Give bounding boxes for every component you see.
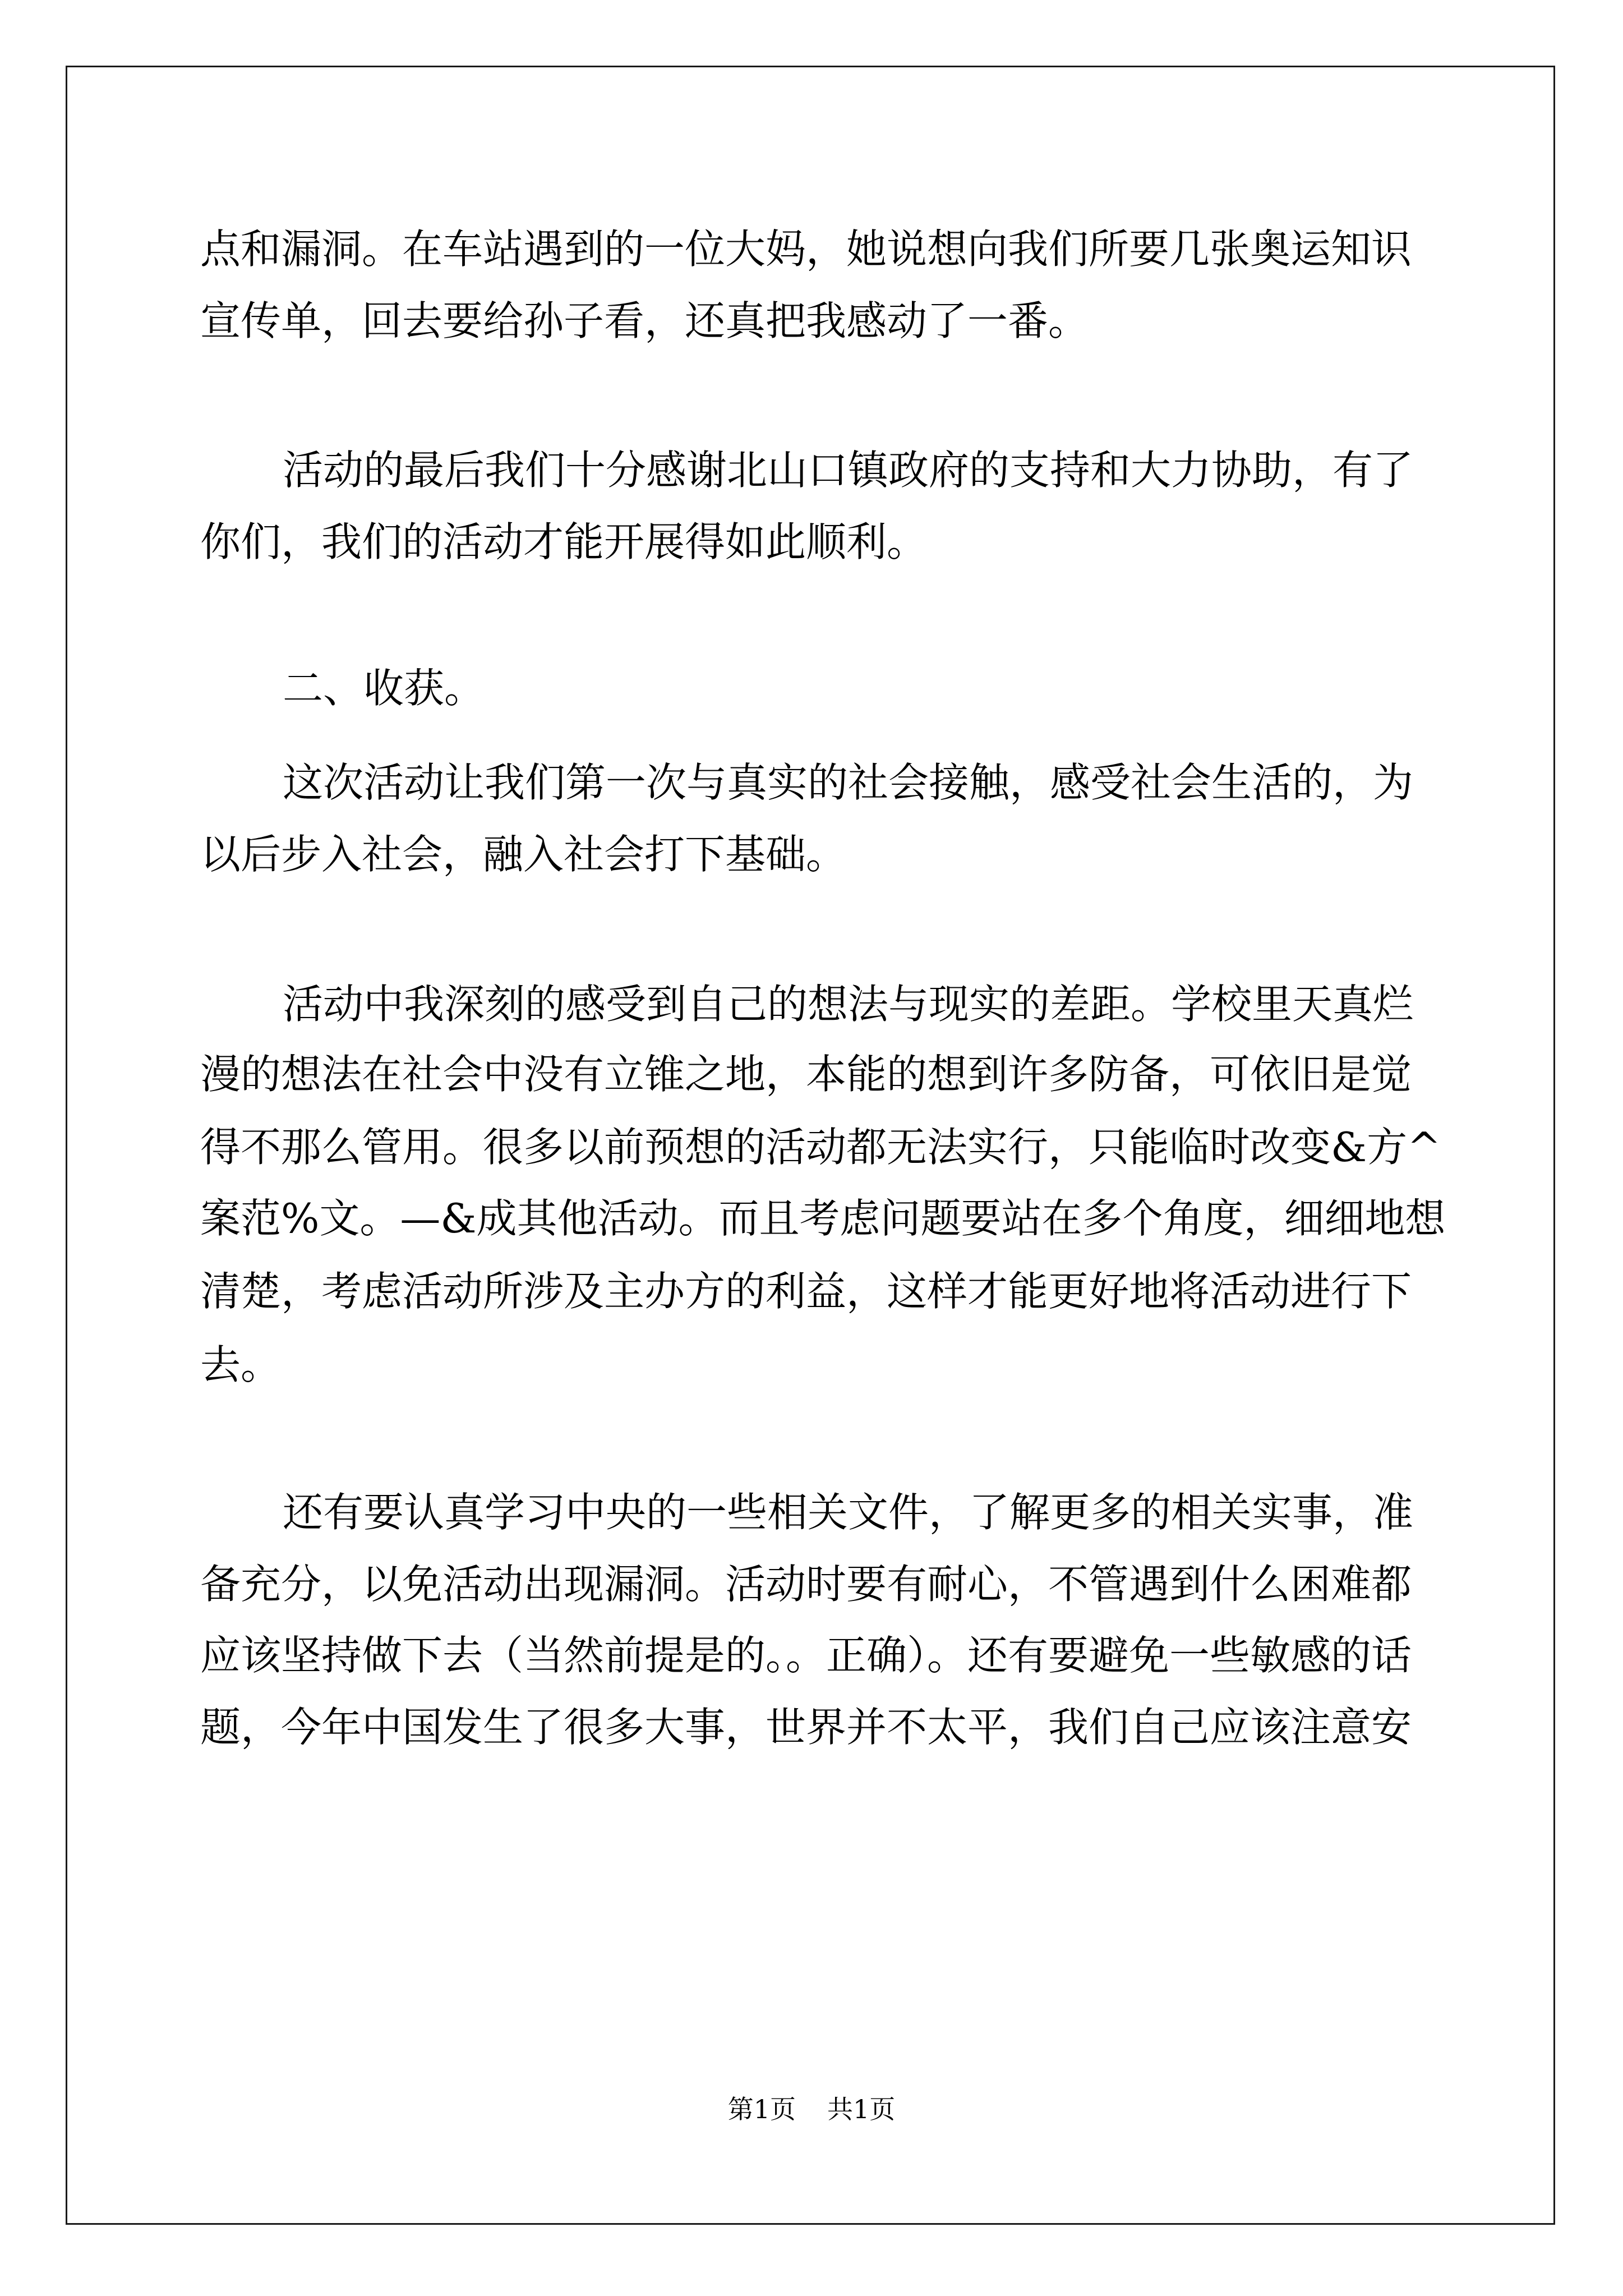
- paragraph-start: 还有要认真学习中央的一些相关文件，了解更多的相关实事，准: [283, 1489, 1414, 1536]
- text-line: 宣传单，回去要给孙子看，还真把我感动了一番。: [200, 297, 1089, 344]
- text-line: 点和漏洞。在车站遇到的一位大妈，她说想向我们所要几张奥运知识: [200, 226, 1412, 273]
- text-line: 备充分，以免活动出现漏洞。活动时要有耐心，不管遇到什么困难都: [200, 1561, 1412, 1608]
- page-number: 第1页: [727, 2094, 796, 2124]
- text-line: 你们，我们的活动才能开展得如此顺利。: [200, 518, 928, 565]
- text-line: 案范%文。—&成其他活动。而且考虑问题要站在多个角度，细细地想: [200, 1195, 1446, 1242]
- page-footer: [0, 2092, 1623, 2126]
- text-line: 题，今年中国发生了很多大事，世界并不太平，我们自己应该注意安: [200, 1704, 1412, 1751]
- text-line: 清楚，考虑活动所涉及主办方的利益，这样才能更好地将活动进行下: [200, 1268, 1412, 1315]
- paragraph-start: 这次活动让我们第一次与真实的社会接触，感受社会生活的，为: [283, 759, 1414, 806]
- text-line: 以后步入社会，融入社会打下基础。: [200, 831, 847, 878]
- page-total: 共1页: [827, 2094, 896, 2124]
- text-line: 漫的想法在社会中没有立锥之地，本能的想到许多防备，可依旧是觉: [200, 1051, 1412, 1098]
- text-line: 应该坚持做下去（当然前提是的。。正确）。还有要避免一些敏感的话: [200, 1632, 1412, 1679]
- paragraph-start: 活动的最后我们十分感谢北山口镇政府的支持和大力协助，有了: [283, 447, 1414, 494]
- paragraph-start: 活动中我深刻的感受到自己的想法与现实的差距。学校里天真烂: [283, 981, 1414, 1028]
- text-line: 得不那么管用。很多以前预想的活动都无法实行，只能临时改变&方^: [200, 1124, 1441, 1171]
- text-line: 去。: [200, 1341, 282, 1388]
- section-heading: 二、收获。: [283, 665, 485, 712]
